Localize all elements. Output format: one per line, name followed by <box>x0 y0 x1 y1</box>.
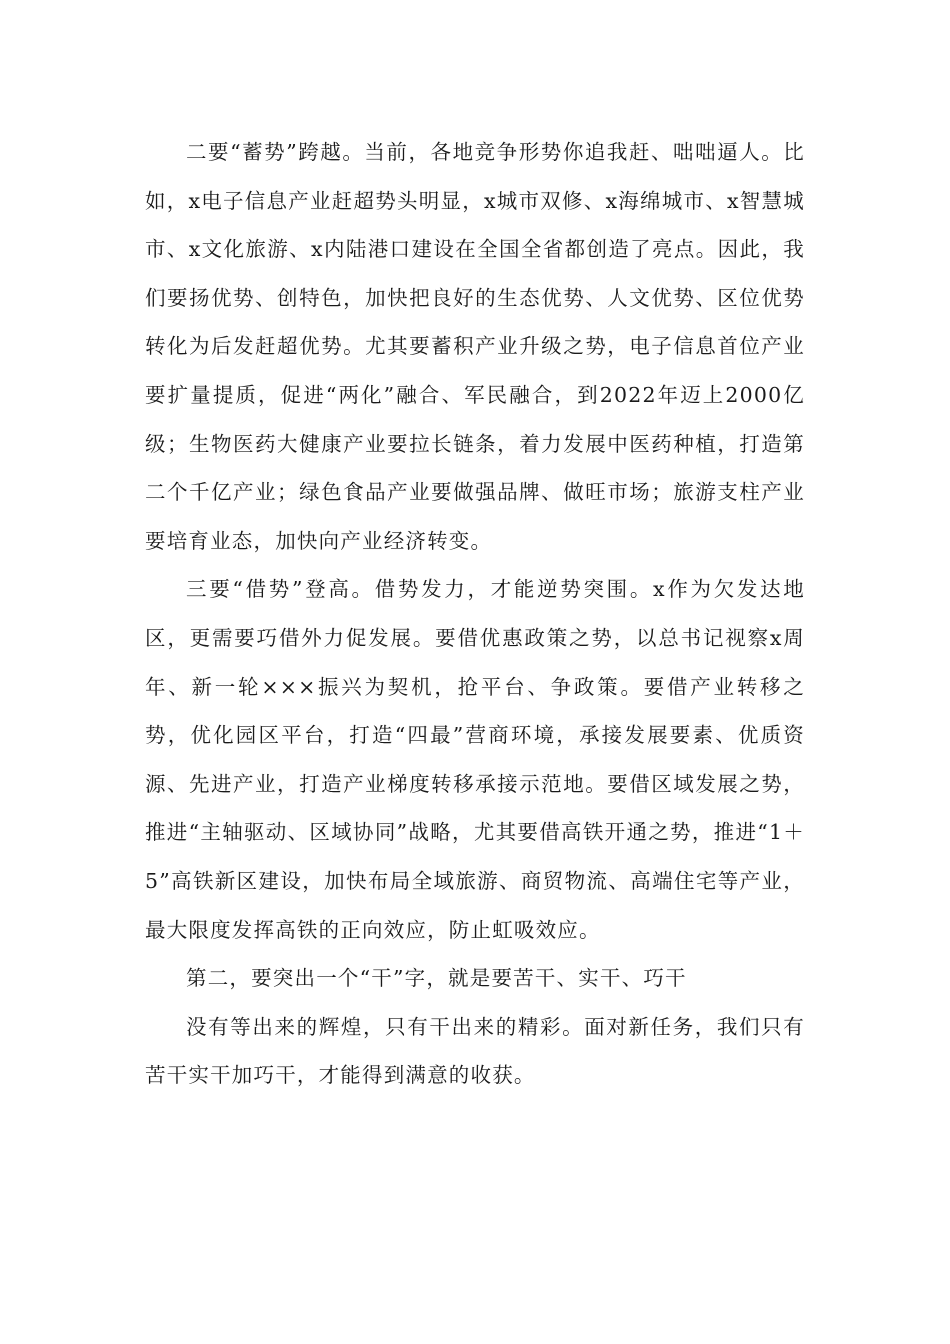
paragraph-jieshi: 三要“借势”登高。借势发力，才能逆势突围。x作为欠发达地区，更需要巧借外力促发展。要借优惠政策之势，以总书记视察x周年、新一轮×××振兴为契机，抢平台、争政策。要借产业转移之势，优化园区平台，打造“四最”营商环境，承接发展要素、优质资源、先进产业，打造产业梯度转移承接示范地。要借区域发展之势，推进“主轴驱动、区域协同”战略，尤其要借高铁开通之势，推进“1＋5”高铁新区建设，加快布局全域旅游、商贸物流、高端住宅等产业，最大限度发挥高铁的正向效应，防止虹吸效应。 <box>145 577 805 942</box>
paragraph-xushi: 二要“蓄势”跨越。当前，各地竞争形势你追我赶、咄咄逼人。比如，x电子信息产业赶超势头明显，x城市双修、x海绵城市、x智慧城市、x文化旅游、x内陆港口建设在全国全省都创造了亮点。因此，我们要扬优势、创特色，加快把良好的生态优势、人文优势、区位优势转化为后发赶超优势。尤其要蓄积产业升级之势，电子信息首位产业要扩量提质，促进“两化”融合、军民融合，到2022年迈上2000亿级；生物医药大健康产业要拉长链条，着力发展中医药种植，打造第二个千亿产业；绿色食品产业要做强品牌、做旺市场；旅游支柱产业要培育业态，加快向产业经济转变。 <box>145 140 805 553</box>
document-body <box>145 128 805 1100</box>
paragraph-gan-intro: 没有等出来的辉煌，只有干出来的精彩。面对新任务，我们只有苦干实干加巧干，才能得到满意的收获。 <box>145 1014 805 1088</box>
section-heading-gan: 第二，要突出一个“干”字，就是要苦干、实干、巧干 <box>186 966 687 991</box>
